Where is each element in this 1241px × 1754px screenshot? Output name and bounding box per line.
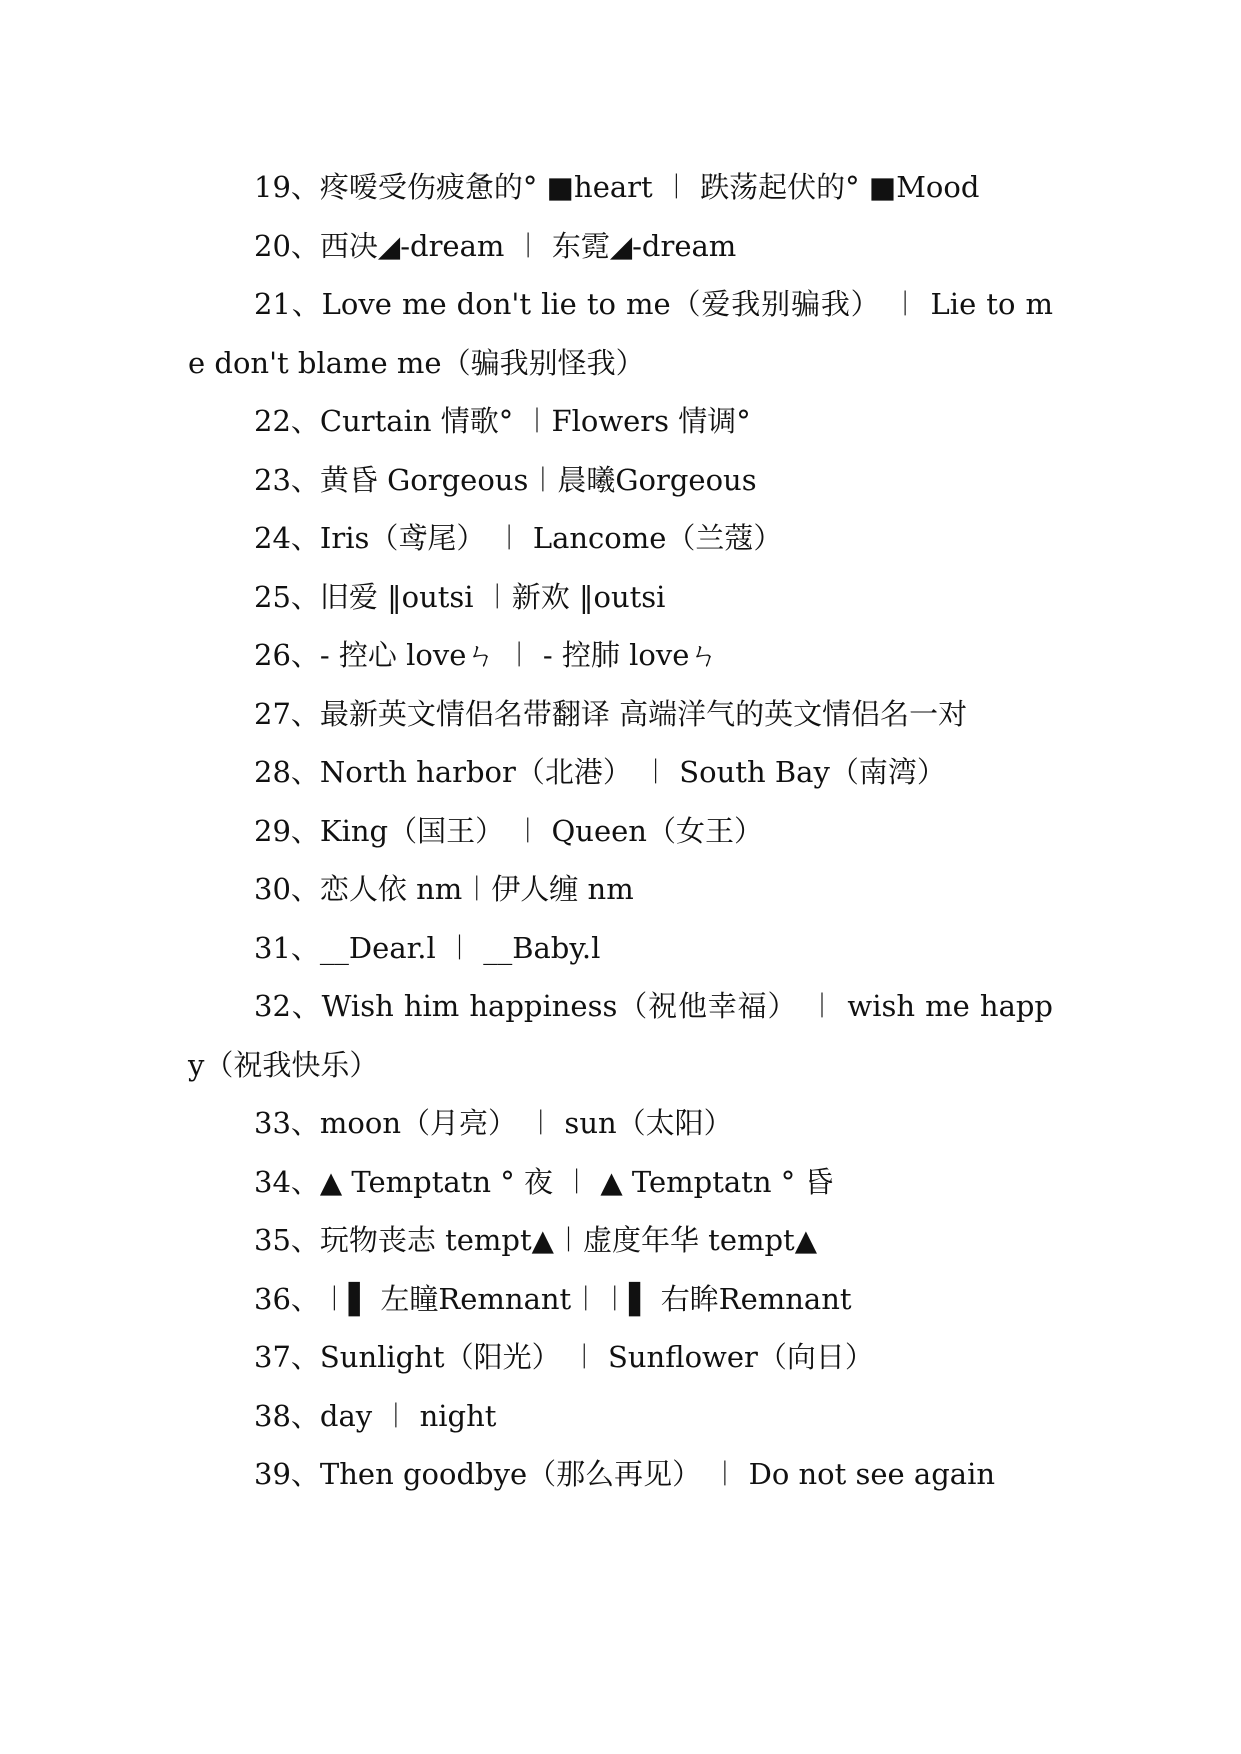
- list-item: 20、西决◢-dream ︱ 东霓◢-dream: [254, 228, 737, 263]
- list-item: 24、Iris（鸢尾） ︱ Lancome（兰蔻）: [254, 521, 783, 555]
- list-item: 19、疼嗳受伤疲惫的° ■heart ︱ 跌荡起伏的° ■Mood: [254, 170, 980, 204]
- list-item: 29、King（国王） ︱ Queen（女王）: [254, 813, 763, 848]
- list-item: 32、Wish him happiness（祝他幸福） ︱ wish me happy（祝我快乐）: [188, 989, 1053, 1082]
- document-body: [188, 158, 1053, 1504]
- list-item: 31、__Dear.l ︱ __Baby.l: [254, 930, 601, 965]
- list-item: 25、旧爱 ‖outsi ︱新欢 ‖outsi: [254, 579, 666, 614]
- list-item: 30、恋人依 nm︱伊人缠 nm: [254, 872, 634, 906]
- list-item: 37、Sunlight（阳光） ︱ Sunflower（向日）: [254, 1340, 874, 1374]
- list-item: 23、黄昏 Gorgeous︱晨曦Gorgeous: [254, 462, 757, 497]
- list-item: 34、▲ Temptatn ° 夜 ︱ ▲ Temptatn ° 昏: [254, 1164, 834, 1199]
- list-item: 39、Then goodbye（那么再见） ︱ Do not see again: [254, 1457, 996, 1491]
- list-item: 27、最新英文情侣名带翻译 高端洋气的英文情侣名一对: [254, 696, 968, 731]
- list-item: 22、Curtain 情歌° ︱Flowers 情调°: [254, 404, 751, 438]
- list-item: 33、moon（月亮） ︱ sun（太阳）: [254, 1106, 733, 1140]
- list-item: 28、North harbor（北港） ︱ South Bay（南湾）: [254, 755, 946, 789]
- list-item: 36、︱▌ 左瞳Remnant︱︱▌ 右眸Remnant: [254, 1281, 852, 1316]
- list-item: 21、Love me don't lie to me（爱我别骗我） ︱ Lie to me don't blame me（骗我别怪我）: [188, 287, 1053, 380]
- list-item: 38、day ︱ night: [254, 1398, 497, 1433]
- list-item: 35、玩物丧志 tempt▲︱虚度年华 tempt▲: [254, 1223, 818, 1257]
- list-item: 26、- 控心 loveㄣ ︱ - 控肺 loveㄣ: [254, 638, 719, 672]
